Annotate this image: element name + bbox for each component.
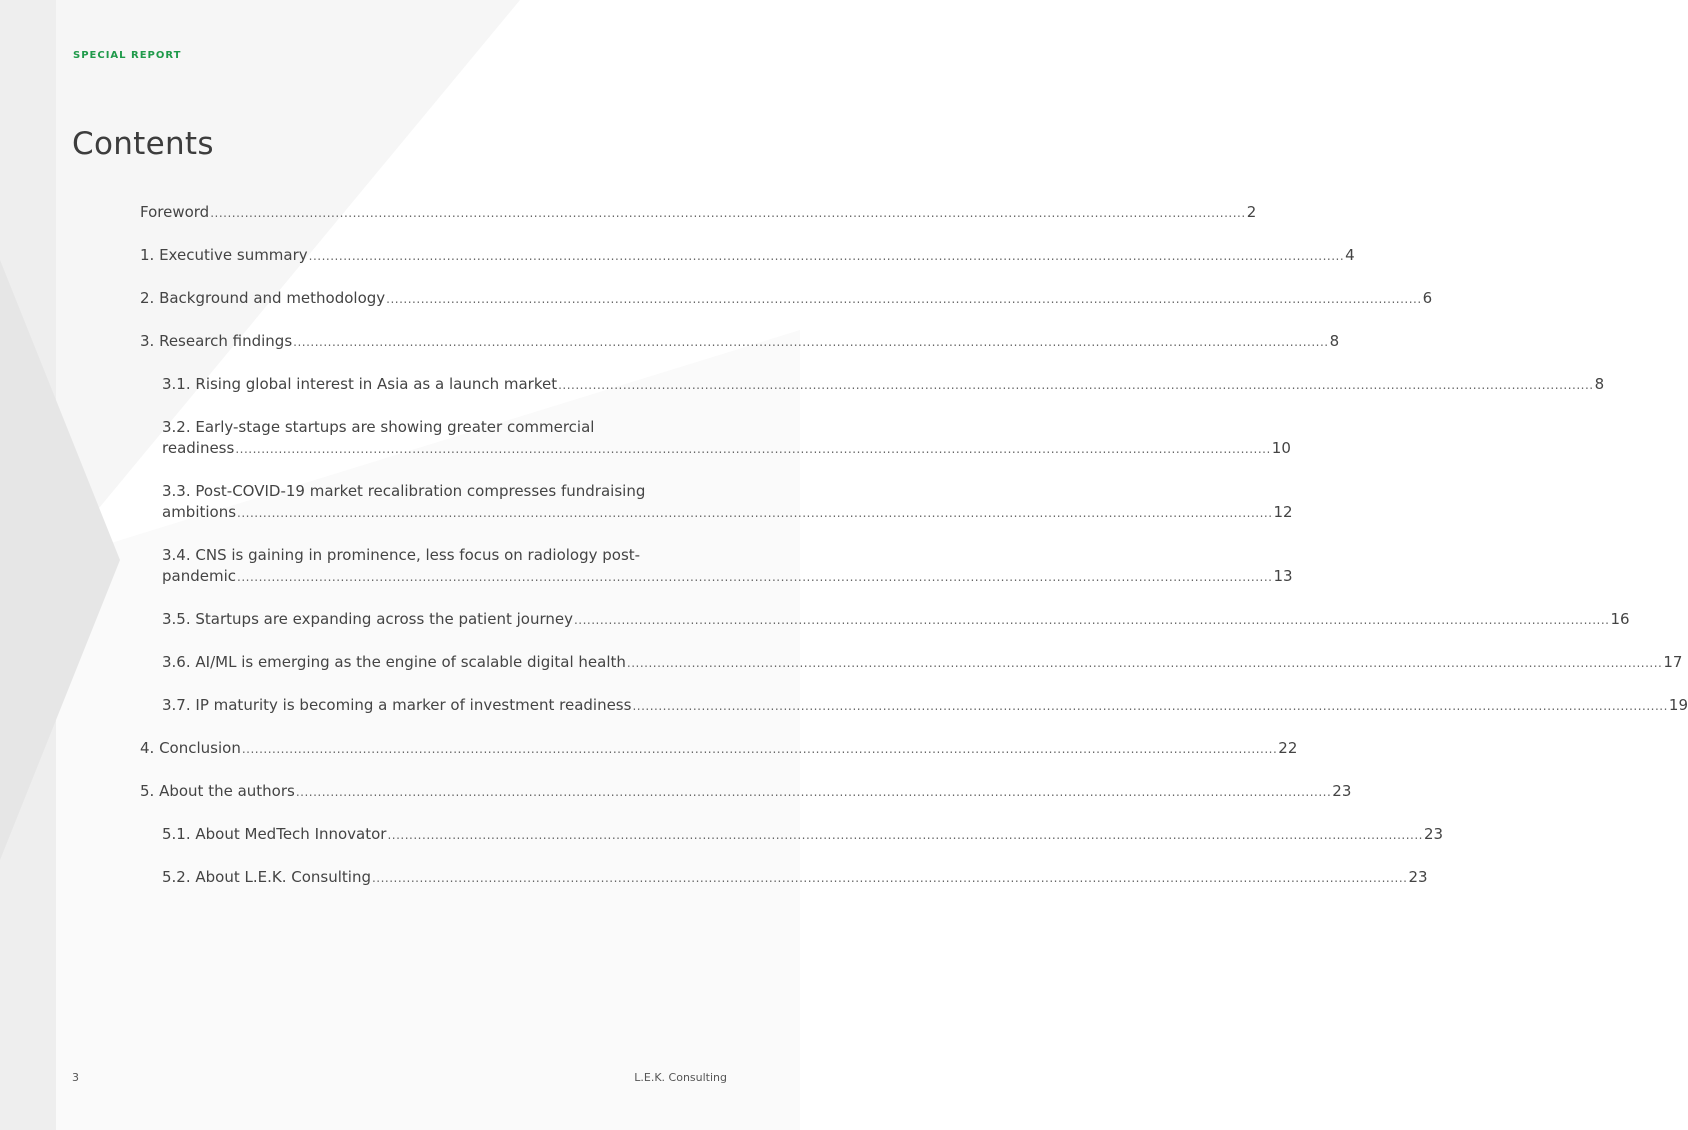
toc-leader-dots: ................................................................................................................................................................................................................................................ <box>308 249 1345 263</box>
toc-page-number: 8 <box>1594 375 1605 393</box>
report-kicker: SPECIAL REPORT <box>73 50 182 61</box>
toc-entry[interactable] <box>162 824 1444 846</box>
toc-page-number: 17 <box>1663 653 1683 671</box>
toc-entry-row <box>162 502 1293 524</box>
toc-entry-label: readiness <box>162 439 235 457</box>
toc-entry-label: 3.7. IP maturity is becoming a marker of investment readiness <box>162 696 632 714</box>
toc-leader-dots: ................................................................................................................................................................................................................................................ <box>386 292 1422 306</box>
toc-page-number: 10 <box>1271 439 1291 457</box>
toc-entry[interactable] <box>162 652 1683 674</box>
toc-entry-row <box>162 438 1291 460</box>
toc-leader-dots: ................................................................................................................................................................................................................................................ <box>237 506 1273 520</box>
toc-page-number: 8 <box>1329 332 1340 350</box>
toc-entry-row <box>162 652 1683 674</box>
toc-leader-dots: ................................................................................................................................................................................................................................................ <box>558 378 1594 392</box>
toc-entry-title-line: 3.4. CNS is gaining in prominence, less focus on radiology post- <box>162 546 641 564</box>
toc-leader-dots: ................................................................................................................................................................................................................................................ <box>632 699 1668 713</box>
toc-page-number: 12 <box>1273 503 1293 521</box>
toc-entry-title-line: 3.2. Early-stage startups are showing greater commercial <box>162 418 595 436</box>
toc-entry-row <box>140 781 1352 803</box>
toc-entry-title-line: 3.3. Post-COVID-19 market recalibration compresses fundraising <box>162 482 646 500</box>
toc-entry-row <box>162 566 1293 588</box>
toc-entry[interactable] <box>162 545 1293 588</box>
toc-leader-dots: ................................................................................................................................................................................................................................................ <box>241 742 1278 756</box>
footer-page-number: 3 <box>72 1071 79 1084</box>
toc-page-number: 23 <box>1423 825 1444 843</box>
footer-organization: L.E.K. Consulting <box>634 1071 727 1084</box>
toc-entry-label: 5. About the authors <box>140 782 295 800</box>
toc-page-number: 16 <box>1610 610 1630 628</box>
page-title: Contents <box>72 126 214 162</box>
toc-leader-dots: ................................................................................................................................................................................................................................................ <box>573 613 1610 627</box>
toc-page-number: 23 <box>1332 782 1352 800</box>
toc-entry-row <box>162 374 1605 396</box>
toc-entry[interactable] <box>140 245 1355 267</box>
toc-page-number: 6 <box>1422 289 1433 307</box>
toc-leader-dots: ................................................................................................................................................................................................................................................ <box>210 206 1246 220</box>
toc-leader-dots: ................................................................................................................................................................................................................................................ <box>237 570 1273 584</box>
toc-page-number: 2 <box>1246 203 1257 221</box>
toc-entry-label: 2. Background and methodology <box>140 289 386 307</box>
toc-entry[interactable] <box>162 417 1291 460</box>
toc-entry-label: ambitions <box>162 503 237 521</box>
toc-entry-row <box>162 609 1630 631</box>
toc-leader-dots: ................................................................................................................................................................................................................................................ <box>295 785 1332 799</box>
toc-page-number: 13 <box>1273 567 1293 585</box>
toc-entry-row <box>140 331 1340 353</box>
toc-page-number: 23 <box>1408 868 1428 886</box>
toc-page-number: 19 <box>1668 696 1688 714</box>
toc-entry-row <box>140 738 1298 760</box>
toc-entry-label: Foreword <box>140 203 210 221</box>
toc-entry[interactable] <box>140 331 1340 353</box>
toc-entry[interactable] <box>140 202 1257 224</box>
toc-entry-row <box>140 288 1433 310</box>
toc-entry[interactable] <box>140 288 1433 310</box>
toc-entry[interactable] <box>162 481 1293 524</box>
toc-entry-row <box>140 245 1355 267</box>
toc-entry-label: pandemic <box>162 567 236 585</box>
toc-entry-row <box>162 695 1688 717</box>
toc-entry-label: 4. Conclusion <box>140 739 241 757</box>
toc-entry-label: 5.1. About MedTech Innovator <box>162 825 387 843</box>
toc-entry-row <box>162 867 1428 889</box>
toc-leader-dots: ................................................................................................................................................................................................................................................ <box>293 335 1329 349</box>
toc-entry[interactable] <box>140 781 1352 803</box>
toc-entry[interactable] <box>162 867 1428 889</box>
toc-page-number: 22 <box>1278 739 1298 757</box>
toc-leader-dots: ................................................................................................................................................................................................................................................ <box>626 656 1663 670</box>
toc-leader-dots: ................................................................................................................................................................................................................................................ <box>235 442 1271 456</box>
toc-entry-label: 1. Executive summary <box>140 246 308 264</box>
toc-entry-label: 3.5. Startups are expanding across the patient journey <box>162 610 573 628</box>
toc-page-number: 4 <box>1345 246 1355 264</box>
toc-entry[interactable] <box>162 374 1605 396</box>
toc-leader-dots: ................................................................................................................................................................................................................................................ <box>387 828 1423 842</box>
toc-entry-row <box>140 202 1257 224</box>
toc-entry[interactable] <box>140 738 1298 760</box>
toc-entry-label: 3.6. AI/ML is emerging as the engine of scalable digital health <box>162 653 626 671</box>
toc-entry-row <box>162 824 1444 846</box>
toc-entry-label: 5.2. About L.E.K. Consulting <box>162 868 371 886</box>
toc-leader-dots: ................................................................................................................................................................................................................................................ <box>371 871 1408 885</box>
toc-entry-label: 3. Research findings <box>140 332 293 350</box>
toc-entry[interactable] <box>162 609 1630 631</box>
toc-entry-label: 3.1. Rising global interest in Asia as a launch market <box>162 375 558 393</box>
toc-entry[interactable] <box>162 695 1688 717</box>
